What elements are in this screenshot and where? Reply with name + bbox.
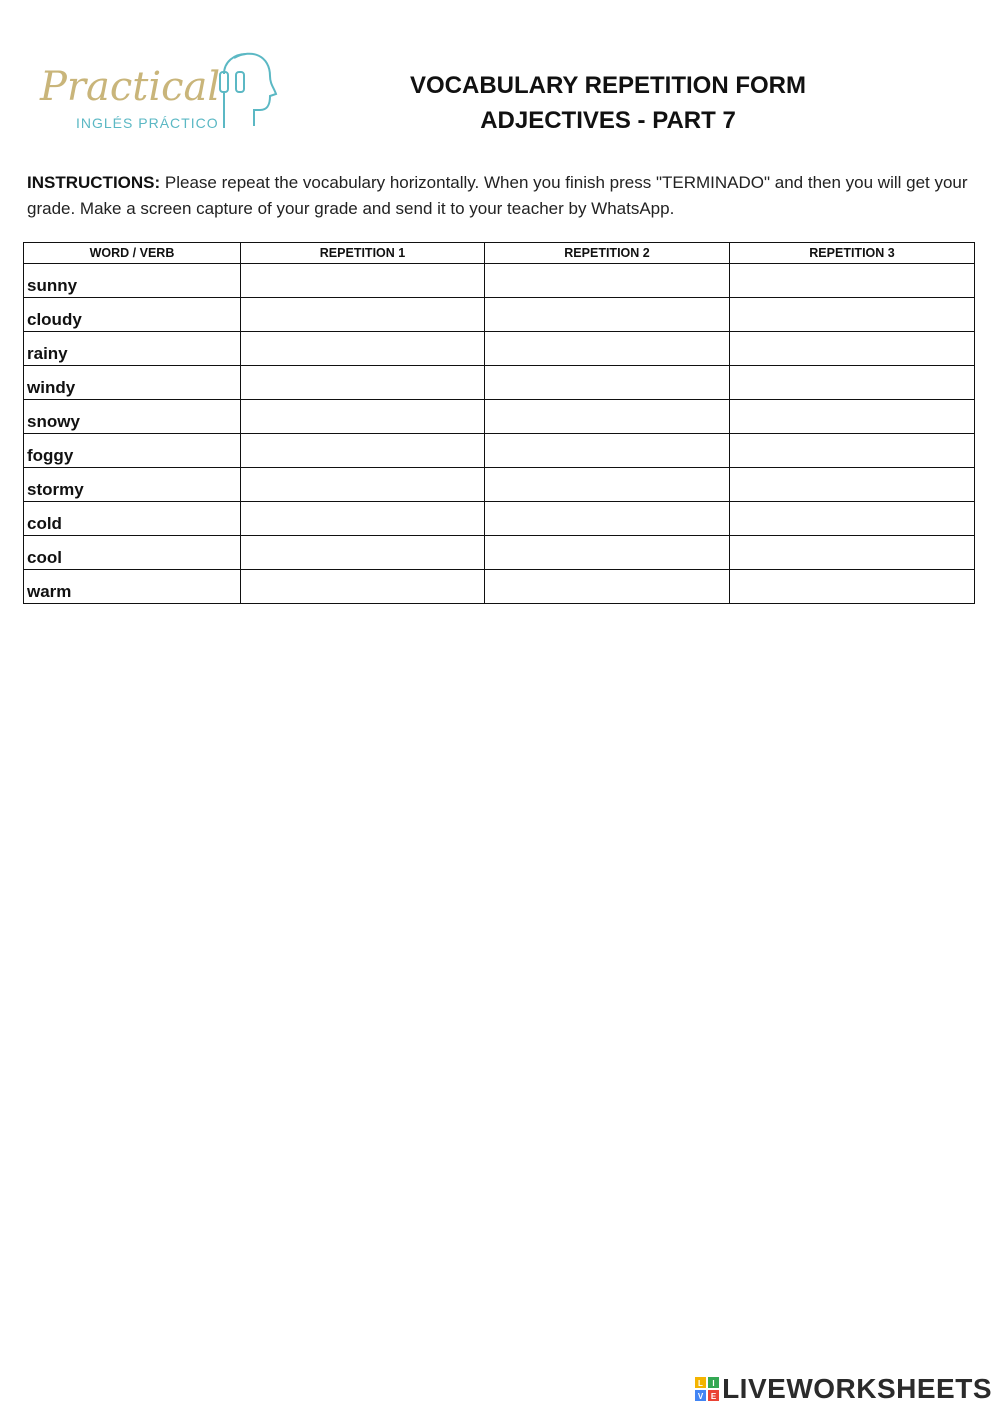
- table-row: [24, 400, 975, 434]
- repetition-3-input[interactable]: [730, 502, 974, 535]
- repetition-3-input[interactable]: [730, 570, 974, 603]
- repetition-1-cell: [241, 502, 485, 536]
- repetition-1-cell: [241, 536, 485, 570]
- vocab-word: rainy: [24, 332, 241, 366]
- repetition-1-input[interactable]: [241, 264, 484, 297]
- repetition-2-cell: [485, 434, 730, 468]
- repetition-1-input[interactable]: [241, 332, 484, 365]
- repetition-2-input[interactable]: [485, 536, 729, 569]
- repetition-3-cell: [730, 264, 975, 298]
- repetition-3-input[interactable]: [730, 298, 974, 331]
- vocab-word: cold: [24, 502, 241, 536]
- vocabulary-table: [23, 242, 975, 604]
- repetition-1-input[interactable]: [241, 536, 484, 569]
- repetition-2-cell: [485, 298, 730, 332]
- table-header-row: [24, 243, 975, 264]
- practical-logo: [38, 48, 278, 138]
- lw-icon-letter-e: E: [710, 1392, 717, 1401]
- repetition-1-cell: [241, 434, 485, 468]
- vocab-word: warm: [24, 570, 241, 604]
- column-header-repetition-3: REPETITION 3: [730, 243, 975, 264]
- repetition-2-cell: [485, 468, 730, 502]
- repetition-1-cell: [241, 298, 485, 332]
- repetition-2-input[interactable]: [485, 366, 729, 399]
- repetition-2-cell: [485, 264, 730, 298]
- repetition-1-cell: [241, 400, 485, 434]
- lw-icon-letter-l: L: [698, 1379, 704, 1388]
- repetition-2-input[interactable]: [485, 502, 729, 535]
- repetition-2-cell: [485, 332, 730, 366]
- repetition-2-cell: [485, 400, 730, 434]
- repetition-3-input[interactable]: [730, 332, 974, 365]
- liveworksheets-logo-icon: [695, 1377, 719, 1401]
- lw-icon-letter-v: V: [697, 1392, 704, 1401]
- instructions-text: Please repeat the vocabulary horizontally. When you finish press "TERMINADO" and then you will get your grade. Make a screen capture of your grade and send it to your teacher by WhatsApp.: [27, 173, 968, 218]
- instructions-label: INSTRUCTIONS:: [27, 173, 161, 192]
- table-row: [24, 298, 975, 332]
- table-row: [24, 434, 975, 468]
- title-line-2: ADJECTIVES - PART 7: [480, 107, 736, 134]
- repetition-3-cell: [730, 570, 975, 604]
- repetition-3-input[interactable]: [730, 536, 974, 569]
- repetition-1-cell: [241, 570, 485, 604]
- lw-icon-letter-i: I: [712, 1379, 715, 1388]
- repetition-3-cell: [730, 434, 975, 468]
- repetition-1-cell: [241, 332, 485, 366]
- repetition-2-input[interactable]: [485, 264, 729, 297]
- repetition-3-cell: [730, 502, 975, 536]
- repetition-1-input[interactable]: [241, 434, 484, 467]
- repetition-1-input[interactable]: [241, 298, 484, 331]
- vocab-word: foggy: [24, 434, 241, 468]
- repetition-2-cell: [485, 570, 730, 604]
- vocab-word: cloudy: [24, 298, 241, 332]
- logo-script-text: Practical: [40, 64, 221, 110]
- repetition-1-input[interactable]: [241, 468, 484, 501]
- column-header-word: WORD / VERB: [24, 243, 241, 264]
- repetition-2-cell: [485, 502, 730, 536]
- repetition-3-cell: [730, 536, 975, 570]
- repetition-2-input[interactable]: [485, 570, 729, 603]
- repetition-3-cell: [730, 332, 975, 366]
- vocab-word: snowy: [24, 400, 241, 434]
- repetition-3-cell: [730, 400, 975, 434]
- repetition-1-cell: [241, 468, 485, 502]
- repetition-2-input[interactable]: [485, 332, 729, 365]
- repetition-1-input[interactable]: [241, 502, 484, 535]
- repetition-2-input[interactable]: [485, 434, 729, 467]
- vocab-word: windy: [24, 366, 241, 400]
- table-row: [24, 366, 975, 400]
- repetition-2-cell: [485, 366, 730, 400]
- repetition-3-input[interactable]: [730, 434, 974, 467]
- repetition-3-input[interactable]: [730, 400, 974, 433]
- vocab-word: stormy: [24, 468, 241, 502]
- repetition-1-input[interactable]: [241, 400, 484, 433]
- repetition-3-cell: [730, 468, 975, 502]
- column-header-repetition-1: REPETITION 1: [241, 243, 485, 264]
- vocab-word: sunny: [24, 264, 241, 298]
- column-header-repetition-2: REPETITION 2: [485, 243, 730, 264]
- liveworksheets-text: LIVEWORKSHEETS: [722, 1373, 992, 1404]
- repetition-1-cell: [241, 366, 485, 400]
- repetition-2-input[interactable]: [485, 468, 729, 501]
- table-row: [24, 536, 975, 570]
- repetition-1-cell: [241, 264, 485, 298]
- repetition-3-input[interactable]: [730, 366, 974, 399]
- repetition-3-input[interactable]: [730, 264, 974, 297]
- repetition-1-input[interactable]: [241, 366, 484, 399]
- repetition-1-input[interactable]: [241, 570, 484, 603]
- table-row: [24, 468, 975, 502]
- title-line-1: VOCABULARY REPETITION FORM: [409, 72, 806, 99]
- instructions: [27, 170, 977, 222]
- table-row: [24, 502, 975, 536]
- repetition-2-cell: [485, 536, 730, 570]
- repetition-2-input[interactable]: [485, 298, 729, 331]
- repetition-3-cell: [730, 298, 975, 332]
- table-row: [24, 264, 975, 298]
- repetition-2-input[interactable]: [485, 400, 729, 433]
- table-row: [24, 332, 975, 366]
- vocab-word: cool: [24, 536, 241, 570]
- liveworksheets-brand: [695, 1373, 992, 1405]
- repetition-3-cell: [730, 366, 975, 400]
- repetition-3-input[interactable]: [730, 468, 974, 501]
- logo-subtitle: INGLÉS PRÁCTICO: [76, 115, 219, 131]
- table-row: [24, 570, 975, 604]
- page-title: [380, 68, 836, 138]
- headphones-head-icon: [220, 54, 276, 128]
